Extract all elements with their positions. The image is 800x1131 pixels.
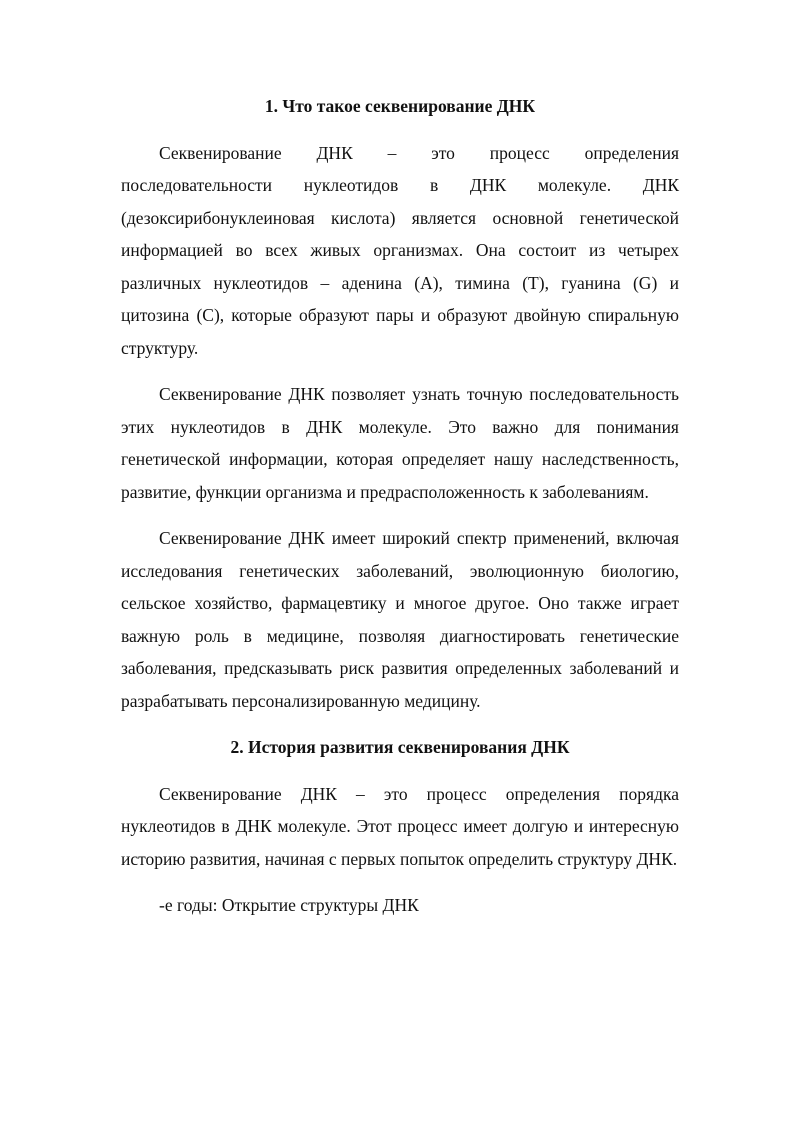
- section-2-paragraph-2: -е годы: Открытие структуры ДНК: [159, 895, 419, 915]
- section-heading-2: 2. История развития секвенирования ДНК: [230, 737, 570, 757]
- section-1-paragraph-3: Секвенирование ДНК имеет широкий спектр применений, включая исследования генетических заболеваний, эволюционную биологию, сельское хозяйство, фармацевтику и многое другое. Оно также играет важную роль в медицине, позволяя диагностировать генетические заболевания, предсказывать риск развития определенных заболеваний и разрабатывать персонализированную медицину.: [121, 528, 679, 711]
- section-2-paragraph-1: Секвенирование ДНК – это процесс определения порядка нуклеотидов в ДНК молекуле. Этот процесс имеет долгую и интересную историю развития, начиная с первых попыток определить структуру ДНК.: [121, 783, 679, 869]
- section-1-paragraph-1: Секвенирование ДНК – это процесс определения последовательности нуклеотидов в ДНК молекуле. ДНК (дезоксирибонуклеиновая кислота) является основной генетической информацией во всех живых организмах. Она состоит из четырех различных нуклеотидов – аденина (A), тимина (T), гуанина (G) и цитозина (C), которые образуют пары и образуют двойную спиральную структуру.: [121, 142, 679, 358]
- section-heading-1: 1. Что такое секвенирование ДНК: [264, 96, 536, 116]
- section-1-paragraph-2: Секвенирование ДНК позволяет узнать точную последовательность этих нуклеотидов в ДНК молекуле. Это важно для понимания генетической информации, которая определяет нашу наследственность, развитие, функции организма и предрасположенность к заболеваниям.: [121, 384, 679, 502]
